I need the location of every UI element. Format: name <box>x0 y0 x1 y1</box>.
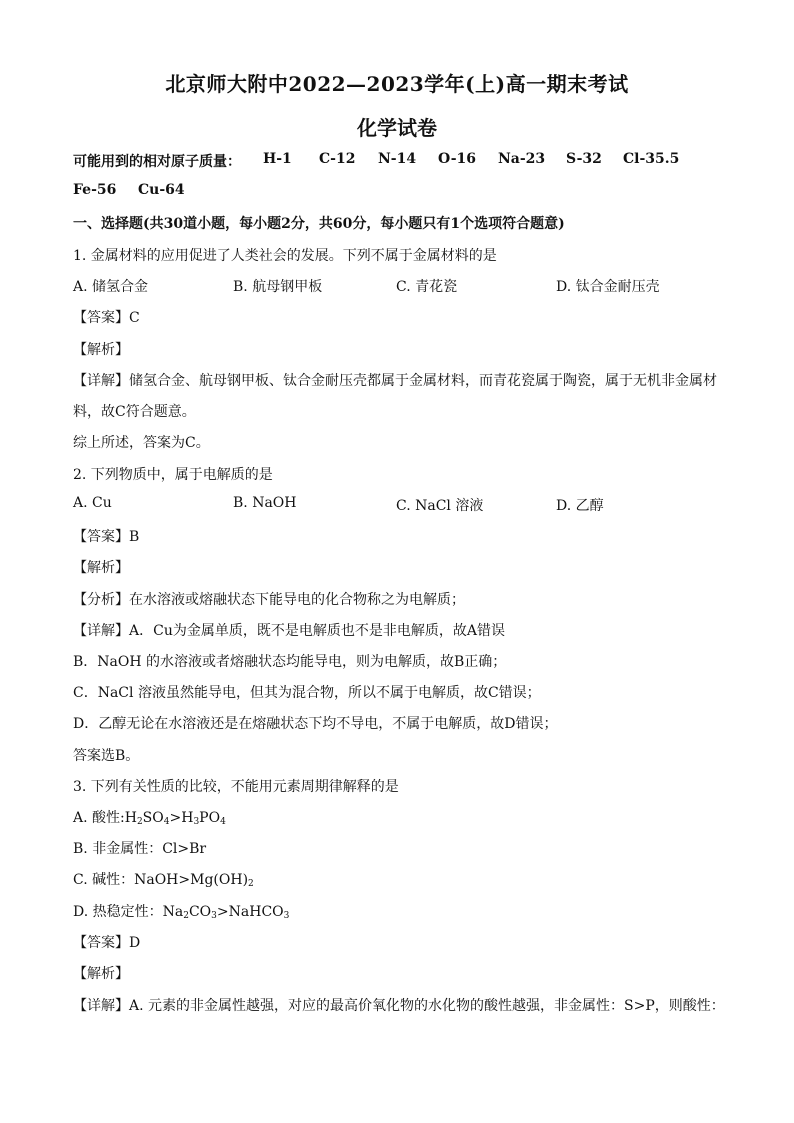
question-stem: 3. 下列有关性质的比较，不能用元素周期律解释的是 <box>73 779 399 795</box>
analysis-heading: 【解析】 <box>73 560 129 576</box>
section-heading: 一、选择题(共30道小题，每小题2分，共60分，每小题只有1个选项符合题意) <box>73 216 565 232</box>
fenxi-line: 【分析】在水溶液或熔融状态下能导电的化合物称之为电解质； <box>73 592 465 608</box>
analysis-heading: 【解析】 <box>73 342 129 358</box>
detail-line: D．乙醇无论在水溶液还是在熔融状态下均不导电，不属于电解质，故D错误； <box>73 716 558 732</box>
conclusion-line: 答案选B。 <box>73 748 140 764</box>
atomic-mass-item: Fe-56 <box>73 182 117 198</box>
atomic-mass-item: Cl-35.5 <box>623 151 680 167</box>
option-d: D. 乙醇 <box>556 498 604 514</box>
detail-line: 料，故C符合题意。 <box>73 404 196 420</box>
atomic-mass-item: C-12 <box>319 151 356 167</box>
question-stem: 2. 下列物质中，属于电解质的是 <box>73 467 273 483</box>
atomic-mass-item: N-14 <box>378 151 417 167</box>
atomic-mass-item: S-32 <box>566 151 602 167</box>
exam-subtitle: 化学试卷 <box>357 116 437 140</box>
option-a: A. 储氢合金 <box>73 279 149 295</box>
detail-line: C．NaCl 溶液虽然能导电，但其为混合物，所以不属于电解质，故C错误； <box>73 685 541 701</box>
option-d: D. 热稳定性：$Na_2CO_3>NaHCO_3$ <box>73 904 290 921</box>
option-b: B. 非金属性：Cl>Br <box>73 841 207 857</box>
analysis-heading: 【解析】 <box>73 966 129 982</box>
option-b: B. NaOH <box>233 495 297 511</box>
option-c: C. 碱性：$NaOH>Mg(OH)_2$ <box>73 872 254 889</box>
atomic-mass-label: 可能用到的相对原子质量： <box>73 154 241 170</box>
answer-line: 【答案】D <box>73 935 141 951</box>
detail-line: B．NaOH 的水溶液或者熔融状态均能导电，则为电解质，故B正确； <box>73 654 507 670</box>
atomic-mass-item: Cu-64 <box>138 182 185 198</box>
option-a: A. 酸性$:H_2SO_4>H_3PO_4$ <box>73 810 226 827</box>
summary-line: 综上所述，答案为C。 <box>73 435 210 451</box>
option-d: D. 钛合金耐压壳 <box>556 279 660 295</box>
question-stem: 1. 金属材料的应用促进了人类社会的发展。下列不属于金属材料的是 <box>73 248 497 264</box>
atomic-mass-item: O-16 <box>438 151 477 167</box>
option-b: B. 航母钢甲板 <box>233 279 323 295</box>
atomic-mass-item: Na-23 <box>498 151 546 167</box>
answer-line: 【答案】C <box>73 310 140 326</box>
detail-line: 【详解】储氢合金、航母钢甲板、钛合金耐压壳都属于金属材料，而青花瓷属于陶瓷，属于无机非金属材 <box>73 373 717 389</box>
detail-line: 【详解】A. 元素的非金属性越强，对应的最高价氧化物的水化物的酸性越强，非金属性：S>P，则酸性： <box>73 998 725 1014</box>
atomic-mass-item: H-1 <box>263 151 292 167</box>
option-c: C. NaCl 溶液 <box>396 498 484 514</box>
detail-line: 【详解】A．Cu为金属单质，既不是电解质也不是非电解质，故A错误 <box>73 623 505 639</box>
option-a: A. Cu <box>73 495 112 511</box>
option-c: C. 青花瓷 <box>396 279 458 295</box>
exam-title: 北京师大附中2022—2023学年(上)高一期末考试 <box>165 72 629 96</box>
answer-line: 【答案】B <box>73 529 140 545</box>
